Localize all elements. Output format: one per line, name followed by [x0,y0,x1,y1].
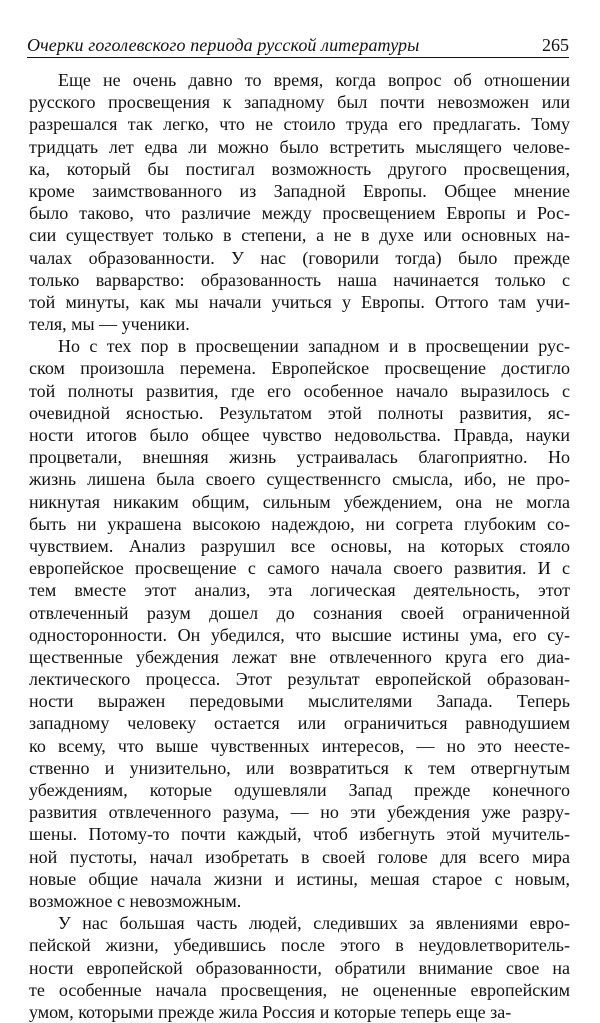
text-line: пейской жизни, убедившись после этого в неудовлетворитель- [29,935,570,956]
text-line: ной пустоты, начал изобретать в своей голове для всего мира [29,846,570,867]
text-line: ко всему, что выше чувственных интересов, — но это неесте- [29,735,570,756]
text-line: тридцать лет едва ли можно было встретить мыслящего челове- [29,136,570,157]
text-line: убеждениям, которые одушевляли Запад прежде конечного [29,780,570,800]
text-line: западному человеку остается или ограничиться равнодушием [29,713,570,734]
text-line: односторонности. Он убедился, что высшие истины ума, его су- [29,624,570,645]
paragraph [29,912,570,1023]
text-line: той минуты, как мы начали учиться у Европы. Оттого там учи- [29,291,570,312]
text-line: развития отвлеченного разума, — но эти убеждения уже разру- [29,802,570,823]
text-line: У нас большая часть людей, следивших за явлениями евро- [58,913,570,934]
text-line: никнутая никаким общим, сильным убеждением, она не могла [29,491,570,512]
text-line: лектического процесса. Этот результат европейской образован- [29,669,570,690]
text-line: щественные убеждения лежат вне отвлеченного круга его диа- [29,646,570,667]
text-line: очевидной ясностью. Результатом этой полноты развития, яс- [29,402,570,423]
text-line: те особенные начала просвещения, не оцененные европейским [29,979,570,1000]
text-line: ности выражен передовыми мыслителями Запада. Теперь [29,691,570,712]
text-line: Но с тех пор в просвещении западном и в просвещении рус- [58,336,570,357]
paragraph [29,335,570,912]
text-line: европейское просвещение с самого начала своего развития. И с [29,558,570,579]
text-line: теля, мы — ученики. [29,314,190,335]
text-line: быть ни украшена высокою надеждою, ни согрета глубоким со- [29,513,570,534]
text-line: было таково, что различие между просвещением Европы и Рос- [29,203,570,224]
text-line: чувствием. Анализ разрушил все основы, на которых стояло [29,535,570,556]
text-line: Еще не очень давно то время, когда вопрос об отношении [58,70,570,90]
running-title: Очерки гоголевского периода русской литературы [27,35,420,55]
text-line: русского просвещения к западному был почти невозможен или [29,92,570,113]
text-line: отвлеченный разум дошел до сознания своей ограниченной [29,602,570,623]
text-line: ственно и унизительно, или возвратиться к тем отвергнутым [29,757,570,778]
text-line: ском произошла перемена. Европейское просвещение достигло [29,358,570,379]
page-number: 265 [542,35,569,55]
paragraph [29,69,570,335]
text-line: чалах образованности. У нас (говорили тогда) было прежде [29,247,570,268]
text-line: шены. Потому-то почти каждый, чтоб избегнуть этой мучитель- [29,824,570,845]
text-line: процветали, внешняя жизнь устраивалась благоприятно. Но [29,447,570,468]
text-line: жизнь лишена была своего существеннсго смысла, ибо, не про- [29,469,570,490]
text-line: только варварство: образованность наша начинается только с [29,269,570,290]
running-header [27,34,569,60]
text-line: ности европейской образованности, обратили внимание свое на [29,957,570,978]
text-line: ка, который бы постигал возможность другого просвещения, [29,158,570,179]
text-line: возможное с невозможным. [29,890,242,911]
text-line: умом, которыми прежде жила Россия и которые теперь еще за- [29,1001,512,1022]
text-line: тем вместе этот анализ, эта логическая деятельность, этот [29,580,570,601]
text-line: той полноты развития, где его особенное начало выразилось с [29,380,570,401]
text-line: новые общие начала жизни и истины, мешая старое с новым, [29,868,570,889]
text-line: сии существует только в степени, а не в духе или основных на- [29,225,570,246]
header-rule [27,57,569,58]
text-line: ности итогов было общее чувство недовольства. Правда, науки [29,425,570,445]
text-line: разрешался так легко, что не стоило труда его предлагать. Тому [29,114,570,135]
text-line: кроме заимствованного из Западной Европы. Общее мнение [29,180,570,201]
body-text [29,69,570,1023]
